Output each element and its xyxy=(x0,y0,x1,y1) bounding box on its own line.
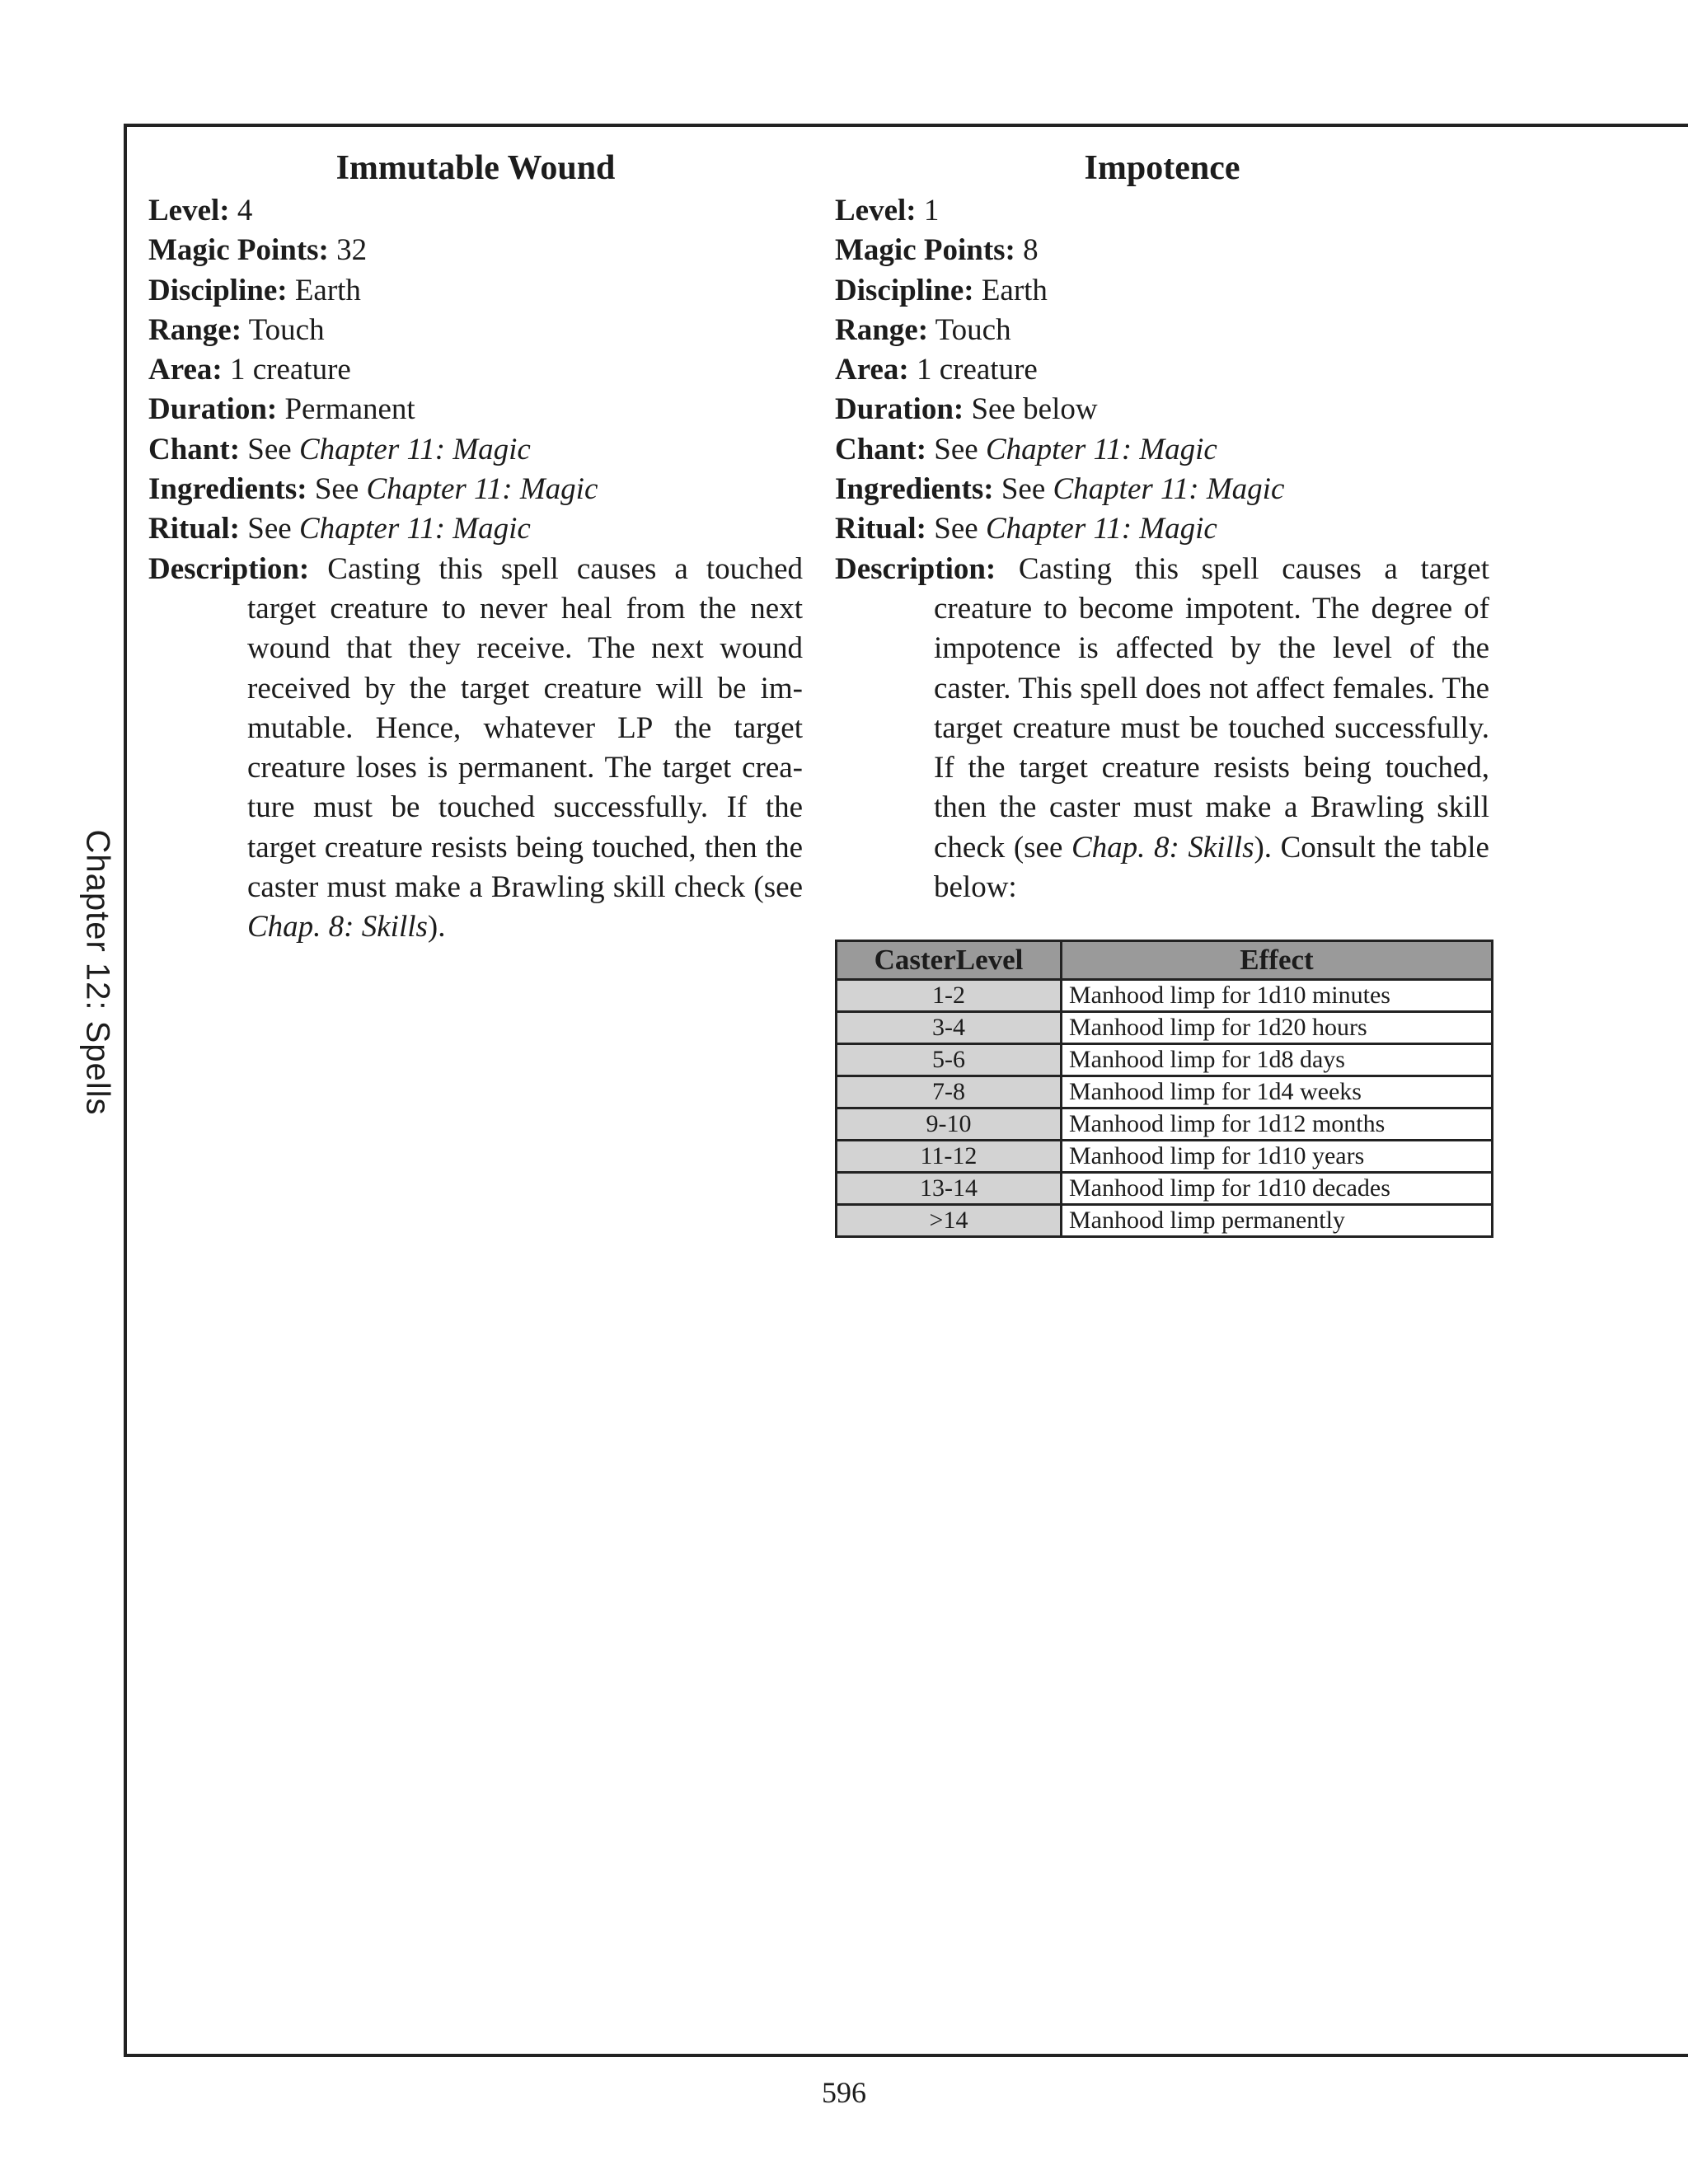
spell-immutable-wound xyxy=(148,145,803,948)
area-row: Area: 1 creature xyxy=(835,353,1038,387)
caster-level-cell: 9-10 xyxy=(837,1108,1062,1141)
duration-row: Duration: See below xyxy=(835,392,1098,427)
effect-cell: Manhood limp for 1d10 decades xyxy=(1062,1173,1493,1205)
effect-cell: Manhood limp permanently xyxy=(1062,1205,1493,1237)
table-row xyxy=(837,1076,1493,1108)
ingredients-row: Ingredients: See Chapter 11: Magic xyxy=(835,472,1285,507)
effect-cell: Manhood limp for 1d20 hours xyxy=(1062,1012,1493,1044)
area-row: Area: 1 creature xyxy=(148,353,351,387)
caster-level-cell: 5-6 xyxy=(837,1044,1062,1076)
table-row xyxy=(837,1012,1493,1044)
column-header: Effect xyxy=(1062,941,1493,980)
effect-cell: Manhood limp for 1d4 weeks xyxy=(1062,1076,1493,1108)
effect-cell: Manhood limp for 1d10 minutes xyxy=(1062,980,1493,1012)
effect-cell: Manhood limp for 1d8 days xyxy=(1062,1044,1493,1076)
duration-row: Duration: Permanent xyxy=(148,392,415,427)
description: Description: Casting this spell causes a target creature to become impotent. The degree of impotence is affected by the level of the caster. This spell does not affect females. The target creature must be touched successfully. If the target creature resists being touched, then the caster must make a Brawling skill check (see Chap. 8: Skills). Consult the table below: xyxy=(835,551,1489,905)
spell-title: Immutable Wound xyxy=(335,149,616,187)
caster-level-cell: 11-12 xyxy=(837,1141,1062,1173)
ritual-row: Ritual: See Chapter 11: Magic xyxy=(835,512,1217,546)
table-row xyxy=(837,1108,1493,1141)
caster-level-cell: >14 xyxy=(837,1205,1062,1237)
chant-row: Chant: See Chapter 11: Magic xyxy=(148,432,531,466)
caster-level-effect-table xyxy=(835,940,1493,1238)
column-header: CasterLevel xyxy=(837,941,1062,980)
caster-level-cell: 3-4 xyxy=(837,1012,1062,1044)
spell-title: Impotence xyxy=(1084,149,1240,187)
table-row xyxy=(837,1044,1493,1076)
chapter-side-label: Chapter 12: Spells xyxy=(79,829,116,1116)
description: Description: Casting this spell causes a touched target creature to never heal from the next wound that they receive. The next wound received by the target creature will be immutable. Hence, whatever LP the target creature loses is permanent. The target creature must be touched successfully. If the target creature resists being touched, then the caster must make a Brawling skill check (see Chap. 8: Skills). xyxy=(148,551,804,944)
caster-level-cell: 1-2 xyxy=(837,980,1062,1012)
chant-row: Chant: See Chapter 11: Magic xyxy=(835,432,1217,466)
table-header-row xyxy=(837,941,1493,980)
level-row: Level: 4 xyxy=(148,194,253,227)
range-row: Range: Touch xyxy=(835,312,1011,347)
table-row xyxy=(837,1205,1493,1237)
caster-level-cell: 13-14 xyxy=(837,1173,1062,1205)
ingredients-row: Ingredients: See Chapter 11: Magic xyxy=(148,472,598,507)
table-row xyxy=(837,1173,1493,1205)
caster-level-cell: 7-8 xyxy=(837,1076,1062,1108)
table-row xyxy=(837,980,1493,1012)
discipline-row: Discipline: Earth xyxy=(148,273,361,307)
spell-impotence xyxy=(835,145,1489,907)
magic-points-row: Magic Points: 8 xyxy=(835,233,1039,268)
page-number: 596 xyxy=(822,2076,866,2109)
table-row xyxy=(837,1141,1493,1173)
effect-cell: Manhood limp for 1d12 months xyxy=(1062,1108,1493,1141)
level-row: Level: 1 xyxy=(835,194,940,227)
effect-cell: Manhood limp for 1d10 years xyxy=(1062,1141,1493,1173)
range-row: Range: Touch xyxy=(148,312,325,347)
ritual-row: Ritual: See Chapter 11: Magic xyxy=(148,512,531,546)
magic-points-row: Magic Points: 32 xyxy=(148,233,368,268)
discipline-row: Discipline: Earth xyxy=(835,273,1048,307)
